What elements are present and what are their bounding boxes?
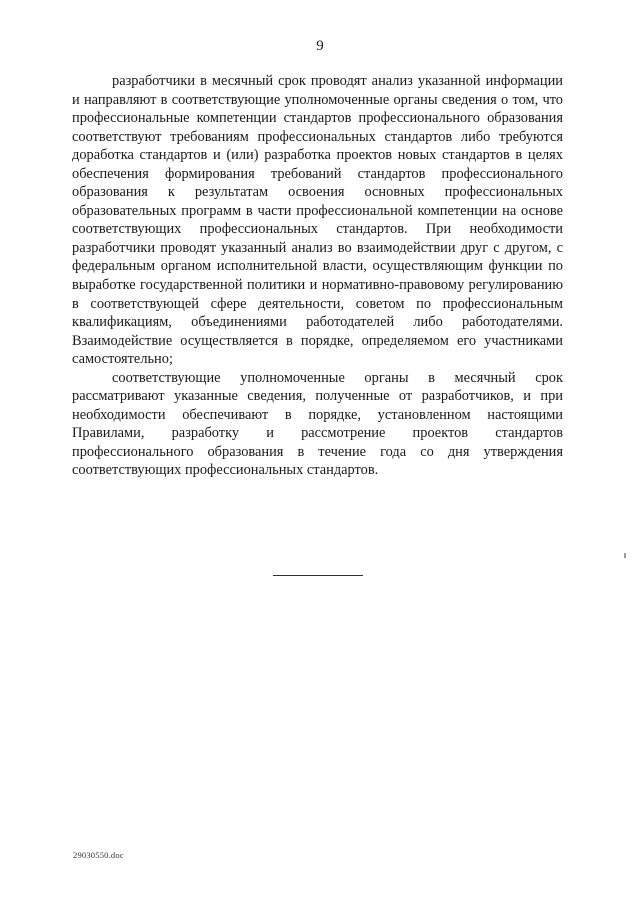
page-number: 9 <box>316 38 324 54</box>
document-body <box>72 72 563 480</box>
paragraph-developers-analysis: разработчики в месячный срок проводят анализ указанной информации и направляют в соответствующие уполномоченные органы сведения о том, что профессиональные компетенции стандартов профессионального образования соответствуют требованиям профессиональных стандартов либо требуются доработка стандартов и (или) разработка проектов новых стандартов в целях обеспечения формирования требований стандартов профессионального образования к результатам освоения основных профессиональных образовательных программ в части профессиональной компетенции на основе соответствующих профессиональных стандартов. При необходимости разработчики проводят указанный анализ во взаимодействии друг с другом, с федеральным органом исполнительной власти, осуществляющим функции по выработке государственной политики и нормативно-правовому регулированию в соответствующей сфере деятельности, советом по профессиональным квалификациям, объединениями работодателей либо работодателями. Взаимодействие осуществляется в порядке, определяемом его участниками самостоятельно; <box>72 73 563 368</box>
paragraph-authorized-bodies: соответствующие уполномоченные органы в месячный срок рассматривают указанные сведения, полученные от разработчиков, и при необходимости обеспечивают в порядке, установленном настоящими Правилами, разработку и рассмотрение проектов стандартов профессионального образования в течение года со дня утверждения соответствующих профессиональных стандартов. <box>72 369 563 479</box>
scan-edge-mark <box>624 553 626 558</box>
document-file-id: 29030550.doc <box>73 850 124 860</box>
closing-rule <box>273 575 363 576</box>
